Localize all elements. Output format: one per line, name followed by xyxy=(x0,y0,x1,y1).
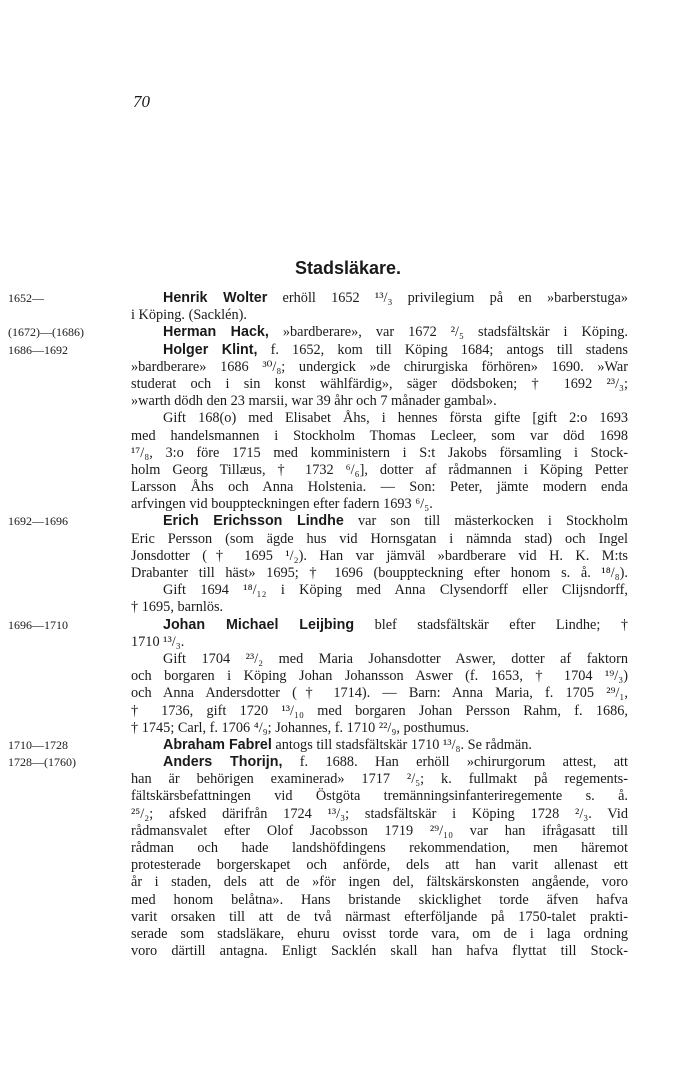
line-content: i Köping. (Sacklén). xyxy=(131,307,247,324)
line-content: studerat och i sin konst wählfärdig», säger dödsboken; † 1692 ²³/₃; xyxy=(131,375,628,392)
text-line xyxy=(0,496,696,513)
text-line xyxy=(0,393,696,410)
line-content: rådman och hade landshöfdingens rekommendation, men häremot xyxy=(131,840,628,856)
text-line xyxy=(0,290,696,307)
line-text xyxy=(131,307,628,324)
line-text xyxy=(163,513,628,530)
line-content: med handelsmannen i Stockholm Thomas Lecleer, som var död 1698 xyxy=(131,427,628,444)
line-content: f. 1688. Han erhöll »chirurgorum attest, att xyxy=(282,754,628,771)
line-text xyxy=(163,737,628,754)
text-line xyxy=(0,874,696,891)
text-line xyxy=(0,410,696,427)
year-range: 1686—1692 xyxy=(8,342,68,357)
line-content: serade som stadsläkare, ehuru ovisst torde vara, om de i laga ordning xyxy=(131,925,628,942)
line-text xyxy=(131,668,628,685)
line-content: fältskärsbefattningen vid Östgöta tremänningsinfanteriregemente s. å. xyxy=(131,788,628,805)
line-text xyxy=(131,806,628,823)
line-text xyxy=(131,943,628,960)
line-text xyxy=(131,428,628,445)
line-text xyxy=(131,840,628,857)
text-line xyxy=(0,823,696,840)
line-content: »warth dödh den 23 marsii, war 39 åhr och 7 månader gambal». xyxy=(131,393,497,410)
line-content: ¹⁷/₈, 3:o före 1715 med komministern i S:t Jakobs församling i Stock- xyxy=(131,444,628,461)
line-content: »bardberare» 1686 ³⁰/₈; undergick »de chirurgiska förhören» 1690. »War xyxy=(131,358,628,375)
line-text xyxy=(131,857,628,874)
line-text xyxy=(131,565,628,582)
year-range: (1672)—(1686) xyxy=(8,325,84,340)
line-text xyxy=(163,617,628,634)
line-content: med honom belåtna». Hans bristande skicklighet torde äfven hafva xyxy=(131,891,628,908)
line-content: »bardberare», var 1672 ²/₅ stadsfältskär i Köping. xyxy=(268,324,629,341)
text-line xyxy=(0,892,696,909)
text-line xyxy=(0,479,696,496)
line-content: voro därtill antagna. Enligt Sacklén skall han hafva flyttat till Stock- xyxy=(131,943,628,960)
line-text xyxy=(131,479,628,496)
text-line xyxy=(0,376,696,393)
line-text xyxy=(131,599,628,616)
line-content: Gift 1694 ¹⁸/₁₂ i Köping med Anna Clysendorff eller Clijsndorff, xyxy=(163,582,628,599)
line-text xyxy=(131,531,628,548)
line-text xyxy=(131,874,628,891)
line-text xyxy=(131,496,628,513)
line-content: han är behörigen examinerad» 1717 ²/₅; k. fullmakt på regements- xyxy=(131,771,628,788)
line-content: och Anna Andersdotter († 1714). — Barn: Anna Maria, f. 1705 ²⁹/₁, xyxy=(131,685,628,702)
line-content: Eric Persson (som ägde hus vid Hornsgatan i nämnda stad) och Ingel xyxy=(131,530,628,547)
text-line xyxy=(0,703,696,720)
text-line xyxy=(0,788,696,805)
text-line xyxy=(0,857,696,874)
line-content: ²⁵/₂; afsked därifrån 1724 ¹³/₃; stadsfältskär i Köping 1728 ²/₃. Vid xyxy=(131,805,628,822)
line-content: † 1736, gift 1720 ¹³/₁₀ med borgaren Johan Persson Rahm, f. 1686, xyxy=(131,702,628,719)
text-line xyxy=(0,462,696,479)
line-text xyxy=(131,909,628,926)
line-text xyxy=(131,359,628,376)
article-body xyxy=(0,290,696,960)
line-content: erhöll 1652 ¹³/₃ privilegium på en »barberstuga» xyxy=(267,290,628,306)
text-line xyxy=(0,513,696,530)
line-content: varit orsaken till att de två närmast efterföljande på 1750-talet prakti- xyxy=(131,908,628,925)
line-content: Drabanter till häst» 1695; † 1696 (bouppteckning efter honom s. å. ¹⁸/₈). xyxy=(131,565,628,581)
line-content: † 1695, barnlös. xyxy=(131,599,224,616)
text-line xyxy=(0,806,696,823)
text-line xyxy=(0,359,696,376)
text-line xyxy=(0,926,696,943)
line-text xyxy=(131,823,628,840)
line-content: protesterade borgerskapet och anförde, dels att han varit allenast ett xyxy=(131,857,628,874)
year-range: 1696—1710 xyxy=(8,617,68,632)
line-text xyxy=(163,754,628,771)
line-text xyxy=(163,342,628,359)
text-line xyxy=(0,617,696,634)
line-content: Larsson Åhs och Anna Holstenia. — Son: Peter, jämte modern enda xyxy=(131,479,628,496)
line-text xyxy=(163,324,628,341)
line-content: arfvingen vid bouppteckningen efter fadern 1693 ⁶/₅. xyxy=(131,496,433,513)
page-number: 70 xyxy=(133,92,150,111)
line-text xyxy=(131,376,628,393)
person-name: Holger Klint, xyxy=(163,341,258,358)
line-content: † 1745; Carl, f. 1706 ⁴/₉; Johannes, f. 1710 ²²/₉, posthumus. xyxy=(131,719,470,736)
line-text xyxy=(131,892,628,909)
line-content: Jonsdotter († 1695 ¹/₂). Han var jämväl »bardberare vid H. K. M:ts xyxy=(131,547,628,564)
line-content: och borgaren i Köping Johan Johansson Aswer (f. 1653, † 1704 ¹⁹/₃) xyxy=(131,668,628,685)
line-text xyxy=(131,685,628,702)
person-name: Anders Thorijn, xyxy=(163,754,283,771)
text-line xyxy=(0,342,696,359)
line-content: 1710 ¹³/₃. xyxy=(131,633,185,650)
line-content: Gift 168(o) med Elisabet Åhs, i hennes första gifte [gift 2:o 1693 xyxy=(163,410,628,427)
year-range: 1652— xyxy=(8,291,44,305)
person-name: Erich Erichsson Lindhe xyxy=(163,513,344,530)
line-content: f. 1652, kom till Köping 1684; antogs till stadens xyxy=(257,341,628,358)
line-text xyxy=(163,582,628,599)
line-text xyxy=(131,634,628,651)
year-range: 1728—(1760) xyxy=(8,755,76,770)
text-line xyxy=(0,754,696,771)
line-text xyxy=(131,771,628,788)
line-content: rådmansvalet efter Olof Jacobsson 1719 ²⁹/₁₀ var han ifrågasatt till xyxy=(131,822,628,839)
text-line xyxy=(0,599,696,616)
line-content: var son till mästerkocken i Stockholm xyxy=(343,513,628,530)
text-line xyxy=(0,445,696,462)
person-name: Johan Michael Leijbing xyxy=(163,616,355,633)
text-line xyxy=(0,307,696,324)
line-text xyxy=(131,445,628,462)
text-line xyxy=(0,582,696,599)
person-name: Herman Hack, xyxy=(163,324,269,341)
text-line xyxy=(0,531,696,548)
text-line xyxy=(0,909,696,926)
page-title: Stadsläkare. xyxy=(294,258,402,278)
text-line xyxy=(0,651,696,668)
line-text xyxy=(131,788,628,805)
text-line xyxy=(0,685,696,702)
line-text xyxy=(131,926,628,943)
text-line xyxy=(0,428,696,445)
line-text xyxy=(131,720,628,737)
year-range: 1692—1696 xyxy=(8,514,68,529)
line-text xyxy=(163,410,628,427)
text-line xyxy=(0,565,696,582)
line-text xyxy=(131,703,628,720)
text-line xyxy=(0,771,696,788)
text-line xyxy=(0,668,696,685)
text-line xyxy=(0,737,696,754)
line-text xyxy=(131,393,628,410)
line-text xyxy=(131,462,628,479)
person-name: Henrik Wolter xyxy=(163,290,268,306)
text-line xyxy=(0,840,696,857)
text-line xyxy=(0,720,696,737)
line-text xyxy=(163,651,628,668)
line-content: år i staden, dels att de »för ingen del, fältskärskonsten angående, voro xyxy=(131,874,628,891)
text-line xyxy=(0,548,696,565)
line-text xyxy=(131,548,628,565)
text-line xyxy=(0,634,696,651)
year-range: 1710—1728 xyxy=(8,737,68,752)
text-line xyxy=(0,324,696,341)
line-content: antogs till stadsfältskär 1710 ¹³/₈. Se rådmän. xyxy=(271,736,532,753)
line-content: blef stadsfältskär efter Lindhe; † xyxy=(354,616,628,633)
person-name: Abraham Fabrel xyxy=(163,736,272,753)
line-content: holm Georg Tillæus, † 1732 ⁶/₆], dotter af rådmannen i Köping Petter xyxy=(131,461,628,478)
line-content: Gift 1704 ²³/₂ med Maria Johansdotter Aswer, dotter af faktorn xyxy=(163,650,628,667)
line-text xyxy=(163,290,628,307)
text-line xyxy=(0,943,696,960)
